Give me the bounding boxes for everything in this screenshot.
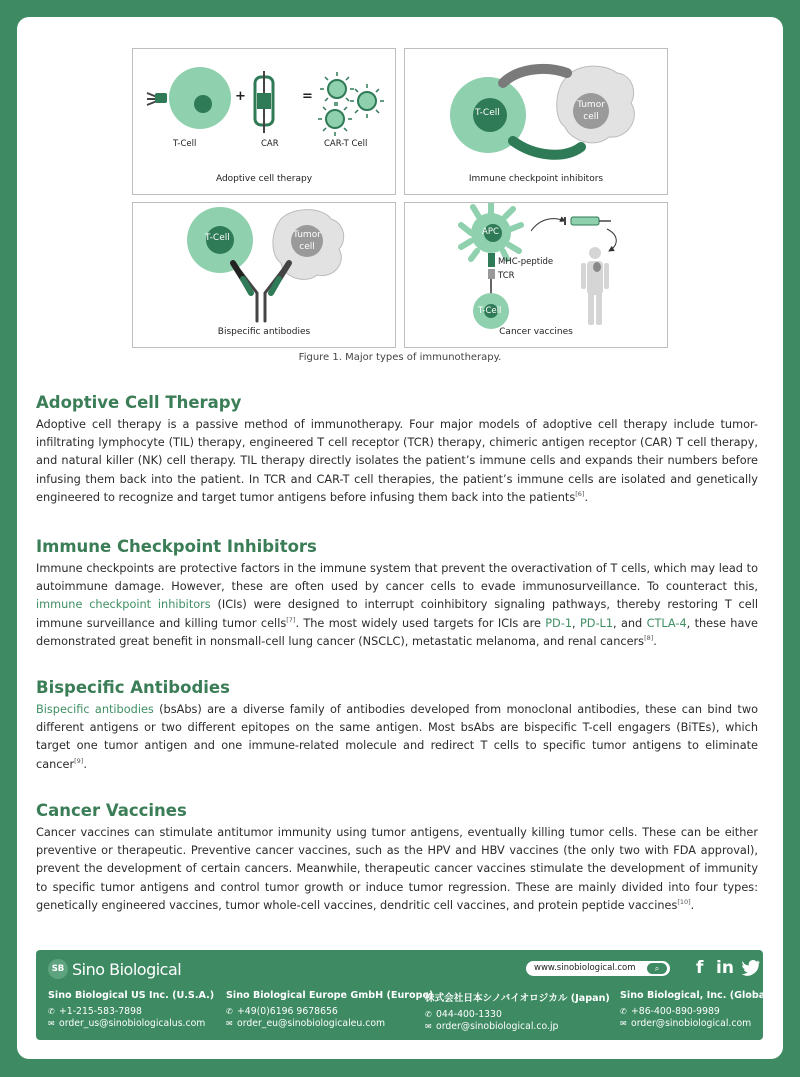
plus-operator: + <box>235 89 246 104</box>
patient-silhouette-icon <box>581 247 609 325</box>
website-url: www.sinobiological.com <box>534 963 636 973</box>
link-immune-checkpoint-inhibitors[interactable]: immune checkpoint inhibitors <box>36 598 211 612</box>
section-cancer-vaccines <box>36 800 758 915</box>
section-title: Immune Checkpoint Inhibitors <box>36 537 317 556</box>
arrow-to-syringe <box>531 219 565 231</box>
linkedin-icon[interactable]: in <box>716 958 734 978</box>
office-europe <box>226 990 433 1029</box>
email-icon: ✉ <box>425 1022 432 1031</box>
office-phone[interactable]: +86-400-890-9989 <box>631 1006 720 1017</box>
office-email[interactable]: order_eu@sinobiologicaleu.com <box>237 1018 386 1029</box>
website-search-box[interactable] <box>526 961 670 976</box>
page <box>17 17 783 1059</box>
panel-label: Adoptive cell therapy <box>215 174 313 184</box>
arrow-to-patient <box>607 229 616 251</box>
office-email[interactable]: order@sinobiological.com <box>631 1018 752 1029</box>
tcr-icon <box>488 269 495 279</box>
figure-1 <box>132 48 668 348</box>
car-t-cell-label: CAR-T Cell <box>324 139 368 149</box>
section-immune-checkpoint-inhibitors <box>36 536 758 651</box>
citation: [7] <box>286 615 296 624</box>
email-icon: ✉ <box>620 1019 627 1028</box>
inhibitor-arm-bottom <box>513 141 581 155</box>
logo-text: Sino Biological <box>72 959 182 979</box>
phone-icon: ✆ <box>620 1007 627 1016</box>
section-adoptive-cell-therapy <box>36 392 758 507</box>
section-title: Bispecific Antibodies <box>36 678 230 697</box>
antibody-icon <box>233 263 289 321</box>
link-pd-1[interactable]: PD-1 <box>545 616 573 630</box>
t-cell-label: T-Cell <box>173 139 197 149</box>
tcr-label: TCR <box>498 271 515 281</box>
link-bispecific-antibodies[interactable]: Bispecific antibodies <box>36 703 154 716</box>
email-icon: ✉ <box>226 1019 233 1028</box>
office-email[interactable]: order@sinobiological.co.jp <box>436 1021 559 1032</box>
citation: [9] <box>74 756 84 765</box>
facebook-icon[interactable]: f <box>696 958 704 978</box>
citation: [10] <box>677 898 691 907</box>
citation: [8] <box>644 634 654 643</box>
t-cell-nucleus <box>194 95 212 113</box>
car-receptor-small <box>155 93 167 103</box>
office-phone[interactable]: +1-215-583-7898 <box>59 1006 142 1017</box>
panel-bispecific-antibodies <box>132 202 396 348</box>
office-phone[interactable]: 044-400-1330 <box>436 1009 502 1020</box>
section-title: Adoptive Cell Therapy <box>36 393 242 412</box>
twitter-bird-icon[interactable] <box>742 960 762 976</box>
panel-immune-checkpoint-inhibitors <box>404 48 668 195</box>
panel-cancer-vaccines <box>404 202 668 348</box>
apc-label: APC <box>482 227 499 237</box>
panel-label: Bispecific antibodies <box>217 327 311 337</box>
section-title: Cancer Vaccines <box>36 801 187 820</box>
sino-biological-logo[interactable] <box>48 959 181 979</box>
mhc-peptide-label: MHC-peptide <box>498 257 554 267</box>
office-name: Sino Biological US Inc. (U.S.A.) <box>48 990 215 1001</box>
office-name: 株式会社日本シノバイオロジカル (Japan) <box>425 993 610 1004</box>
t-cell-label: T-Cell <box>478 306 502 316</box>
office-name: Sino Biological, Inc. (Global) <box>620 990 773 1001</box>
inhibitor-arm-top <box>503 69 567 83</box>
t-cell-label: T-Cell <box>475 108 500 118</box>
office-japan <box>425 990 610 1032</box>
office-phone[interactable]: +49(0)6196 9678656 <box>237 1006 338 1017</box>
car-t-cells-icon <box>318 72 384 136</box>
link-pd-l1[interactable]: PD-L1 <box>579 616 614 630</box>
footer-contact-bar <box>36 950 773 1040</box>
tumor-cell-label: Tumor cell <box>293 230 321 252</box>
section-paragraph: Immune checkpoints are protective factors in the immune system that prevent the overactivation of T cells, which may lead to autoimmune damage. However, these are often used by cancer cells to evade immunosurveillance. To counteract this, immune checkpoint inhibitors (ICIs) were designed to interrupt coinhibitory signaling pathways, thereby restoring T cell immune surveillance and killing tumor cells[7]. The most widely used targets for ICIs are PD-1, PD-L1, and CTLA-4, these have demonstrated great benefit in nonsmall-cell lung cancer (NSCLC), metastatic melanoma, and renal cancers[8]. <box>36 562 759 648</box>
office-global <box>620 990 773 1029</box>
panel-label: Cancer vaccines <box>499 327 573 337</box>
tumor-cell-label: Tumor cell <box>577 100 605 122</box>
logo-badge: SB <box>48 959 68 979</box>
figure-caption: Figure 1. Major types of immunotherapy. <box>298 352 502 363</box>
office-email[interactable]: order_us@sinobiologicalus.com <box>59 1018 206 1029</box>
equals-operator: = <box>302 89 313 104</box>
office-name: Sino Biological Europe GmbH (Europe) <box>226 990 434 1001</box>
phone-icon: ✆ <box>226 1007 233 1016</box>
phone-icon: ✆ <box>425 1010 432 1019</box>
office-us <box>48 990 214 1029</box>
section-bispecific-antibodies <box>36 677 758 774</box>
phone-icon: ✆ <box>48 1007 55 1016</box>
car-molecule-icon <box>255 71 273 133</box>
search-icon[interactable]: ⌕ <box>647 963 667 974</box>
mhc-peptide-icon <box>488 253 495 267</box>
panel-label: Immune checkpoint inhibitors <box>468 174 604 184</box>
car-label: CAR <box>261 139 279 149</box>
section-paragraph: Adoptive cell therapy is a passive method of immunotherapy. Four major models of adoptive cell therapy include tumor-infiltrating lymphocyte (TIL) therapy, engineered T cell receptor (TCR) therapy, chimeric antigen receptor (CAR) T cell therapy, and natural killer (NK) cell therapy. TIL therapy directly isolates the patient’s immune cells and expands their numbers before infusing them back into the patient. In TCR and CAR-T cell therapies, the patient’s immune cells are isolated and genetically engineered to recognize and target tumor antigens before infusing them back into the patients[6]. <box>36 418 758 504</box>
email-icon: ✉ <box>48 1019 55 1028</box>
t-cell-label: T-Cell <box>205 233 230 243</box>
section-paragraph: Cancer vaccines can stimulate antitumor immunity using tumor antigens, eventually killing tumor cells. These can be either preventive or therapeutic. Preventive cancer vaccines, such as the HPV and HBV vaccines (the only two with FDA approval), prevent the development of certain cancers. Meanwhile, therapeutic cancer vaccines stimulate the development of immunity to specific tumor antigens and control tumor growth or induce tumor regression. These are mainly divided into four types: genetically engineered vaccines, tumor whole-cell vaccines, dendritic cell vaccines, and protein peptide vaccines[10]. <box>36 826 758 912</box>
section-paragraph: Bispecific antibodies (bsAbs) are a diverse family of antibodies developed from monoclonal antibodies, these can bind two different antigens or two different epitopes on the same antigen. Most bsAbs are bispecific T-cell engagers (BiTEs), which target one tumor antigen and one immune-related molecule and redirect T cells to specific tumor antigens to eliminate cancer[9]. <box>36 703 758 771</box>
citation: [6] <box>575 490 585 499</box>
panel-adoptive-cell-therapy <box>132 48 396 195</box>
syringe-icon <box>565 217 611 225</box>
link-ctla-4[interactable]: CTLA-4 <box>646 616 687 630</box>
